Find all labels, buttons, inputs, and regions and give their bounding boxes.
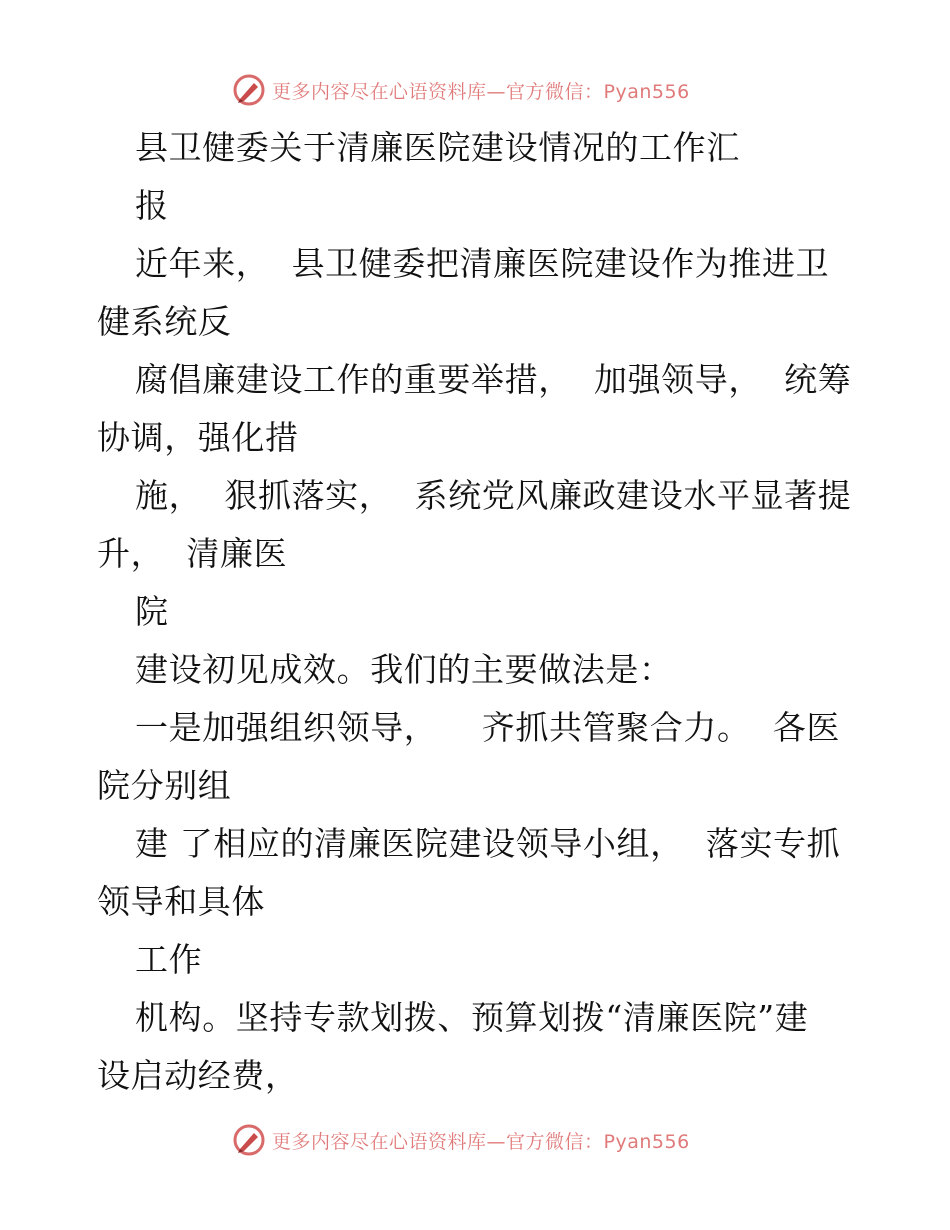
text-line: 近年来， 县卫健委把清廉医院建设作为推进卫: [135, 244, 830, 283]
document-title-line-1: 县卫健委关于清廉医院建设情况的工作汇: [135, 128, 740, 167]
text-line: 建 了相应的清廉医院建设领导小组， 落实专抓: [135, 824, 841, 863]
document-title-line-2: 报: [135, 186, 169, 225]
text-line: 工作: [135, 940, 203, 979]
text-line: 协调，强化措: [97, 418, 299, 457]
pen-logo-icon: [232, 1123, 266, 1157]
text-line: 升， 清廉医: [97, 534, 288, 573]
text-line: 院分别组: [97, 766, 232, 805]
text-line: 健系统反: [97, 302, 232, 341]
text-line: 院: [135, 592, 169, 631]
text-line: 腐倡廉建设工作的重要举措， 加强领导， 统筹: [135, 360, 852, 399]
watermark-text: 更多内容尽在心语资料库—官方微信：Pyan556: [272, 80, 690, 103]
text-line: 建设初见成效。我们的主要做法是：: [135, 650, 673, 689]
text-line: 领导和具体: [97, 882, 265, 921]
text-line: 施， 狠抓落实， 系统党风廉政建设水平显著提: [135, 476, 852, 515]
text-line: 机构。坚持专款划拨、预算划拨“清廉医院”建: [135, 998, 809, 1037]
text-line: 设启动经费，: [97, 1056, 299, 1095]
text-line: 一是加强组织领导， 齐抓共管聚合力。 各医: [135, 708, 840, 747]
watermark-text: 更多内容尽在心语资料库—官方微信：Pyan556: [272, 1130, 690, 1153]
watermark-footer: [232, 1122, 690, 1158]
